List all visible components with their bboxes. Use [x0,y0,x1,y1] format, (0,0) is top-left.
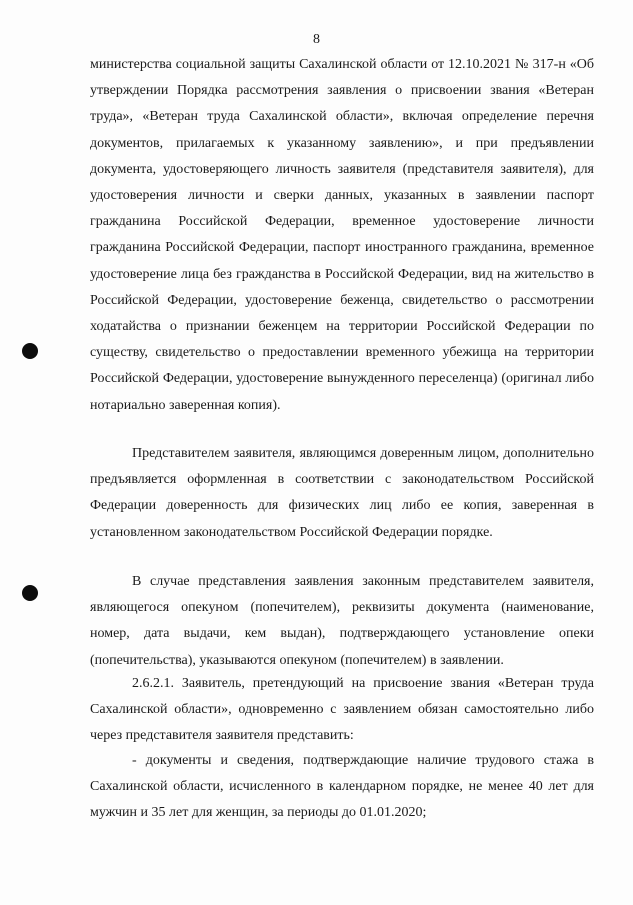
paragraph-text: В случае представления заявления законным представителем заявителя, являющегося опекуном (попечителем), реквизиты документа (наименование, номер, дата выдачи, кем выдан), подтверждающего установление опеки (попечительства), указываются опекуном (попечителем) в заявлении. [90,574,594,668]
paragraph-text: министерства социальной защиты Сахалинской области от 12.10.2021 № 317-н «Об утверждении Порядка рассмотрения заявления о присвоении звания «Ветеран труда», «Ветеран труда Сахалинской области», включая определение перечня документов, прилагаемых к указанному заявлению», и при предъявлении документа, удостоверяющего личность заявителя (представителя заявителя), для удостоверения личности и сверки данных, указанных в заявлении паспорт гражданина Российской Федерации, временное удостоверение личности гражданина Российской Федерации, паспорт иностранного гражданина, временное удостоверение лица без гражданства в Российской Федерации, вид на жительство в Российской Федерации, удостоверение беженца, свидетельство о рассмотрении ходатайства о признании беженцем на территории Российской Федерации по существу, свидетельство о предоставлении временного убежища на территории Российской Федерации, удостоверение вынужденного переселенца) (оригинал либо нотариально заверенная копия). [90,57,594,413]
punch-hole-mark [22,343,38,359]
body-paragraph-clause-2-6-2-1 [90,671,594,750]
body-paragraph-continuation [90,52,594,419]
paragraph-text: 2.6.2.1. Заявитель, претендующий на присвоение звания «Ветеран труда Сахалинской области», одновременно с заявлением обязан самостоятельно либо через представителя заявителя представить: [90,676,594,744]
punch-hole-mark [22,585,38,601]
body-paragraph-representative [90,441,594,546]
page-number: 8 [313,32,320,47]
body-paragraph-guardian [90,569,594,674]
paragraph-text: Представителем заявителя, являющимся доверенным лицом, дополнительно предъявляется оформленная в соответствии с законодательством Российской Федерации доверенность для физических лиц либо ее копия, заверенная в установленном законодательством Российской Федерации порядке. [90,446,594,540]
body-paragraph-list-item [90,748,594,827]
paragraph-text: - документы и сведения, подтверждающие наличие трудового стажа в Сахалинской области, исчисленного в календарном порядке, не менее 40 лет для мужчин и 35 лет для женщин, за периоды до 01.01.2020; [90,753,594,821]
